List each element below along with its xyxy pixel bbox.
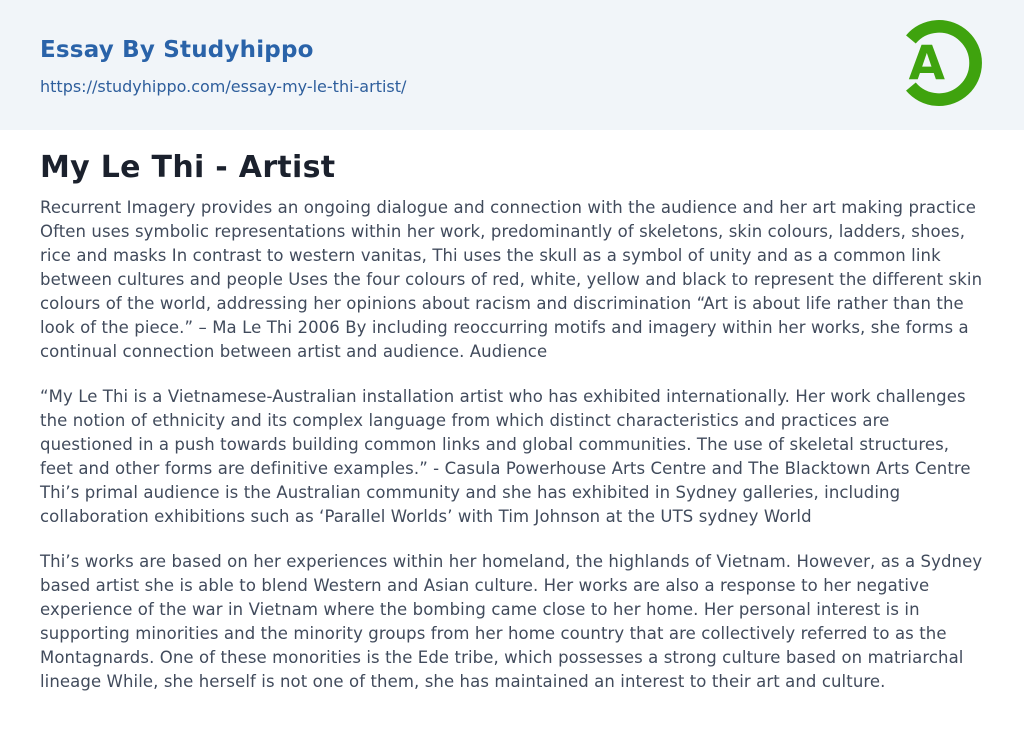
article-title: My Le Thi - Artist [40, 150, 336, 185]
studyhippo-logo [892, 16, 986, 110]
site-title: Essay By Studyhippo [40, 36, 314, 63]
page-header [0, 0, 1024, 130]
source-url-link[interactable]: https://studyhippo.com/essay-my-le-thi-artist/ [40, 76, 407, 96]
article-body [40, 196, 984, 694]
article-paragraph-3: Thi’s works are based on her experiences within her homeland, the highlands of Vietnam. However, as a Sydney based artist she is able to blend Western and Asian culture. Her works are also a response to her negative experience of the war in Vietnam where the bombing came close to her home. Her personal interest is in supporting minorities and the minority groups from her home country that are collectively referred to as the Montagnards. One of these monorities is the Ede tribe, which possesses a strong culture based on matriarchal lineage While, she herself is not one of them, she has maintained an interest to their art and culture. [40, 552, 983, 691]
article-paragraph-1: Recurrent Imagery provides an ongoing dialogue and connection with the audience and her art making practice Often uses symbolic representations within her work, predominantly of skeletons, skin colours, ladders, shoes, rice and masks In contrast to western vanitas, Thi uses the skull as a symbol of unity and as a common link between cultures and people Uses the four colours of red, white, yellow and black to represent the different skin colours of the world, addressing her opinions about racism and discrimination “Art is about life rather than the look of the piece.” – Ma Le Thi 2006 By including reoccurring motifs and imagery within her works, she forms a continual connection between artist and audience. Audience [40, 198, 983, 361]
article-content [0, 130, 1024, 694]
logo-letter: A [908, 36, 945, 92]
header-text-block [40, 35, 406, 96]
article-paragraph-2: “My Le Thi is a Vietnamese-Australian installation artist who has exhibited internationally. Her work challenges the notion of ethnicity and its complex language from which distinct characteristics and practices are questioned in a push towards building common links and global communities. The use of skeletal structures, feet and other forms are definitive examples.” - Casula Powerhouse Arts Centre and The Blacktown Arts Centre Thi’s primal audience is the Australian community and she has exhibited in Sydney galleries, including collaboration exhibitions such as ‘Parallel Worlds’ with Tim Johnson at the UTS sydney World [40, 387, 971, 526]
